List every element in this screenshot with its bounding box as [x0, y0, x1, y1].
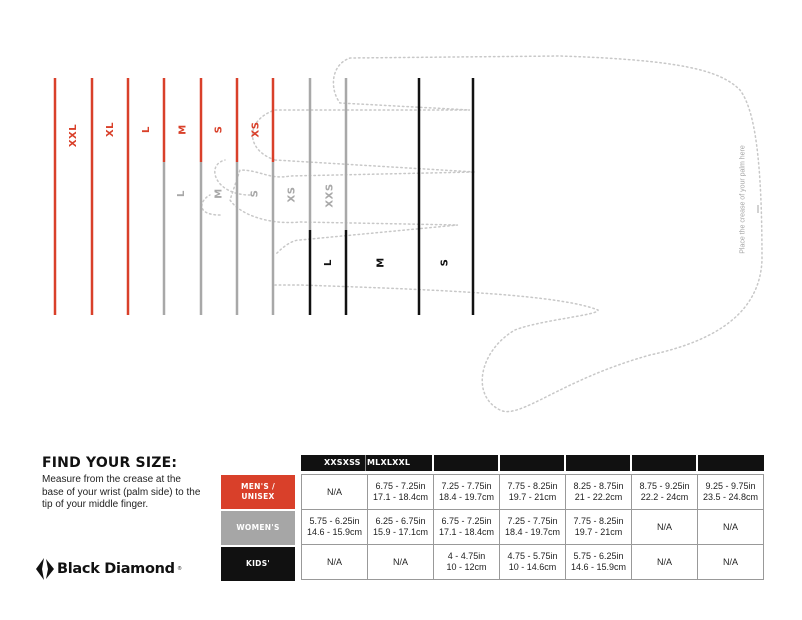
mens-size-label: XL	[105, 121, 117, 138]
size-cell: 6.75 - 7.25in 17.1 - 18.4cm	[368, 475, 434, 510]
size-cell: 6.25 - 6.75in 15.9 - 17.1cm	[368, 510, 434, 545]
palm-crease-note: Place the crease of your palm here	[739, 145, 747, 254]
size-cell: 7.25 - 7.75in 18.4 - 19.7cm	[500, 510, 566, 545]
kids-size-label: M	[375, 257, 387, 268]
row-label-text: UNISEX	[241, 492, 275, 501]
size-cell: 7.75 - 8.25in 19.7 - 21cm	[500, 475, 566, 510]
mens-size-label: S	[213, 125, 225, 134]
womens-size-label: XXS	[324, 183, 336, 208]
mens-size-label: L	[140, 126, 152, 133]
size-table	[301, 474, 764, 580]
table-row-mens	[302, 475, 764, 510]
size-cell: N/A	[632, 545, 698, 580]
mens-size-label: M	[177, 124, 189, 135]
size-cell: N/A	[302, 545, 368, 580]
womens-size-label: S	[249, 189, 261, 198]
row-label-kids	[221, 547, 295, 581]
find-size-title: FIND YOUR SIZE:	[42, 455, 178, 471]
row-label-mens	[221, 475, 295, 509]
size-cell: 9.25 - 9.75in 23.5 - 24.8cm	[698, 475, 764, 510]
size-cell: 4.75 - 5.75in 10 - 14.6cm	[500, 545, 566, 580]
table-row-womens	[302, 510, 764, 545]
size-cell: N/A	[302, 475, 368, 510]
row-label-womens	[221, 511, 295, 545]
size-header-cell	[632, 455, 696, 471]
size-header-text-part2: MLXLXXL	[367, 458, 411, 467]
size-cell: N/A	[368, 545, 434, 580]
kids-size-label: L	[322, 259, 334, 266]
size-cell: N/A	[632, 510, 698, 545]
size-cell: N/A	[698, 545, 764, 580]
size-header-cell	[566, 455, 630, 471]
size-cell: 6.75 - 7.25in 17.1 - 18.4cm	[434, 510, 500, 545]
size-cell: 7.25 - 7.75in 18.4 - 19.7cm	[434, 475, 500, 510]
diamond-logo-icon	[36, 558, 54, 580]
size-cell: 8.75 - 9.25in 22.2 - 24cm	[632, 475, 698, 510]
find-size-description: Measure from the crease at the base of your wrist (palm side) to the tip of your middle finger.	[42, 474, 201, 510]
row-label-text: MEN'S /	[240, 482, 275, 491]
size-header-cell	[500, 455, 564, 471]
header-divider	[365, 455, 366, 471]
mens-size-label: XS	[250, 121, 262, 138]
size-header-cell	[434, 455, 498, 471]
womens-size-label: L	[175, 190, 187, 197]
mens-size-label: XXL	[68, 123, 80, 148]
brand-name: Black Diamond	[57, 561, 175, 577]
size-cell: 7.75 - 8.25in 19.7 - 21cm	[566, 510, 632, 545]
womens-size-label: M	[213, 188, 225, 199]
size-cell: 4 - 4.75in 10 - 12cm	[434, 545, 500, 580]
row-label-text: KIDS'	[245, 559, 271, 568]
size-header-text-part1: XXSXSS	[324, 458, 361, 467]
brand-logo	[36, 558, 181, 580]
registered-mark: ®	[177, 566, 182, 572]
size-cell: 8.25 - 8.75in 21 - 22.2cm	[566, 475, 632, 510]
kids-size-label: S	[439, 258, 451, 267]
size-cell: N/A	[698, 510, 764, 545]
size-cell: 5.75 - 6.25in 14.6 - 15.9cm	[566, 545, 632, 580]
womens-size-label: XS	[286, 186, 298, 203]
table-row-kids	[302, 545, 764, 580]
size-header-cell	[698, 455, 764, 471]
row-label-text: WOMEN'S	[236, 523, 280, 532]
size-cell: 5.75 - 6.25in 14.6 - 15.9cm	[302, 510, 368, 545]
